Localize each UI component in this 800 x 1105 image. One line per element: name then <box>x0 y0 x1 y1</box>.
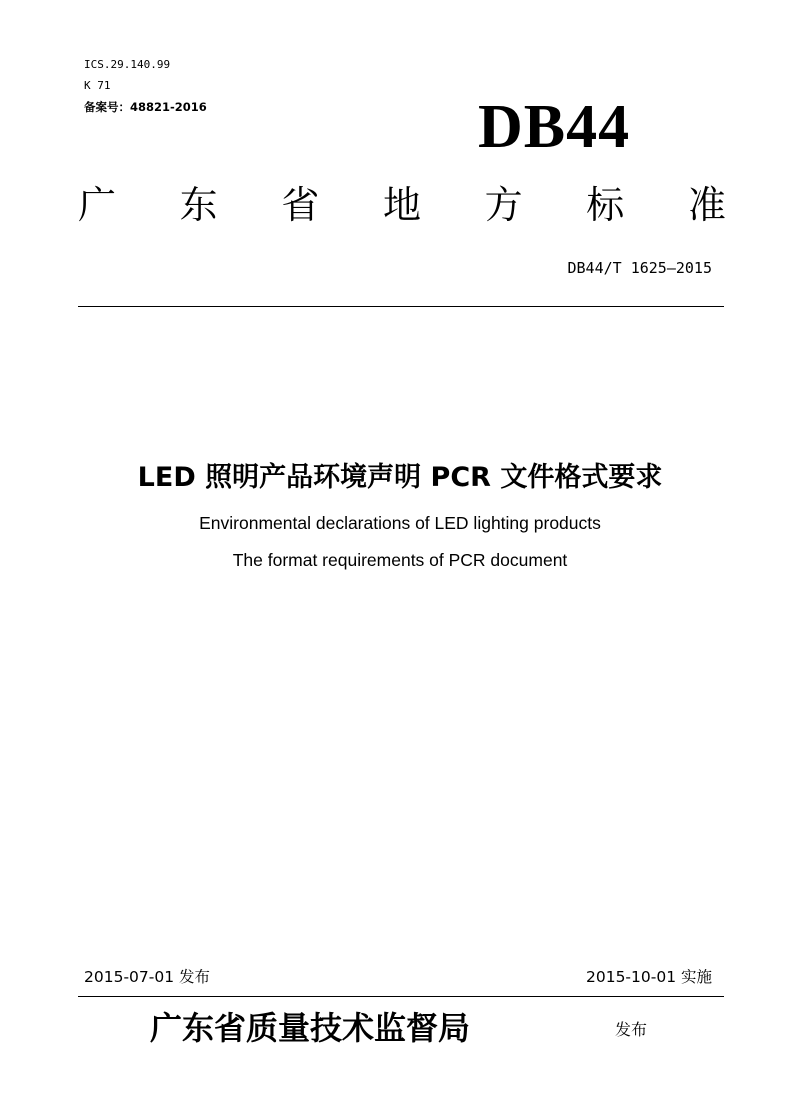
footer-divider <box>78 996 724 997</box>
issue-date: 2015-07-01 发布 <box>84 968 211 986</box>
title-english-line-2: The format requirements of PCR document <box>232 550 568 570</box>
standard-type-char: 标 <box>586 183 625 227</box>
standard-type-char: 方 <box>484 183 523 227</box>
standard-type-heading <box>78 180 726 230</box>
issuing-authority: 广东省质量技术监督局 <box>150 1009 471 1047</box>
record-number: 备案号：48821-2016 <box>84 100 207 114</box>
standard-type-char: 省 <box>281 183 320 227</box>
header-divider <box>78 306 724 307</box>
title-chinese: LED 照明产品环境声明 PCR 文件格式要求 <box>137 462 663 493</box>
standard-type-char: 地 <box>382 183 421 227</box>
standard-type-char: 东 <box>179 183 218 227</box>
implementation-date: 2015-10-01 实施 <box>585 968 712 986</box>
db44-logo: DB44 <box>478 93 631 161</box>
standard-number: DB44/T 1625—2015 <box>567 259 712 277</box>
standard-type-char: 广 <box>78 183 117 227</box>
classification-code: K 71 <box>84 79 111 92</box>
standard-type-char: 准 <box>687 183 726 227</box>
ics-code: ICS.29.140.99 <box>84 58 171 71</box>
issuing-authority-suffix: 发布 <box>615 1020 648 1039</box>
title-english-line-1: Environmental declarations of LED lighting products <box>199 513 601 533</box>
